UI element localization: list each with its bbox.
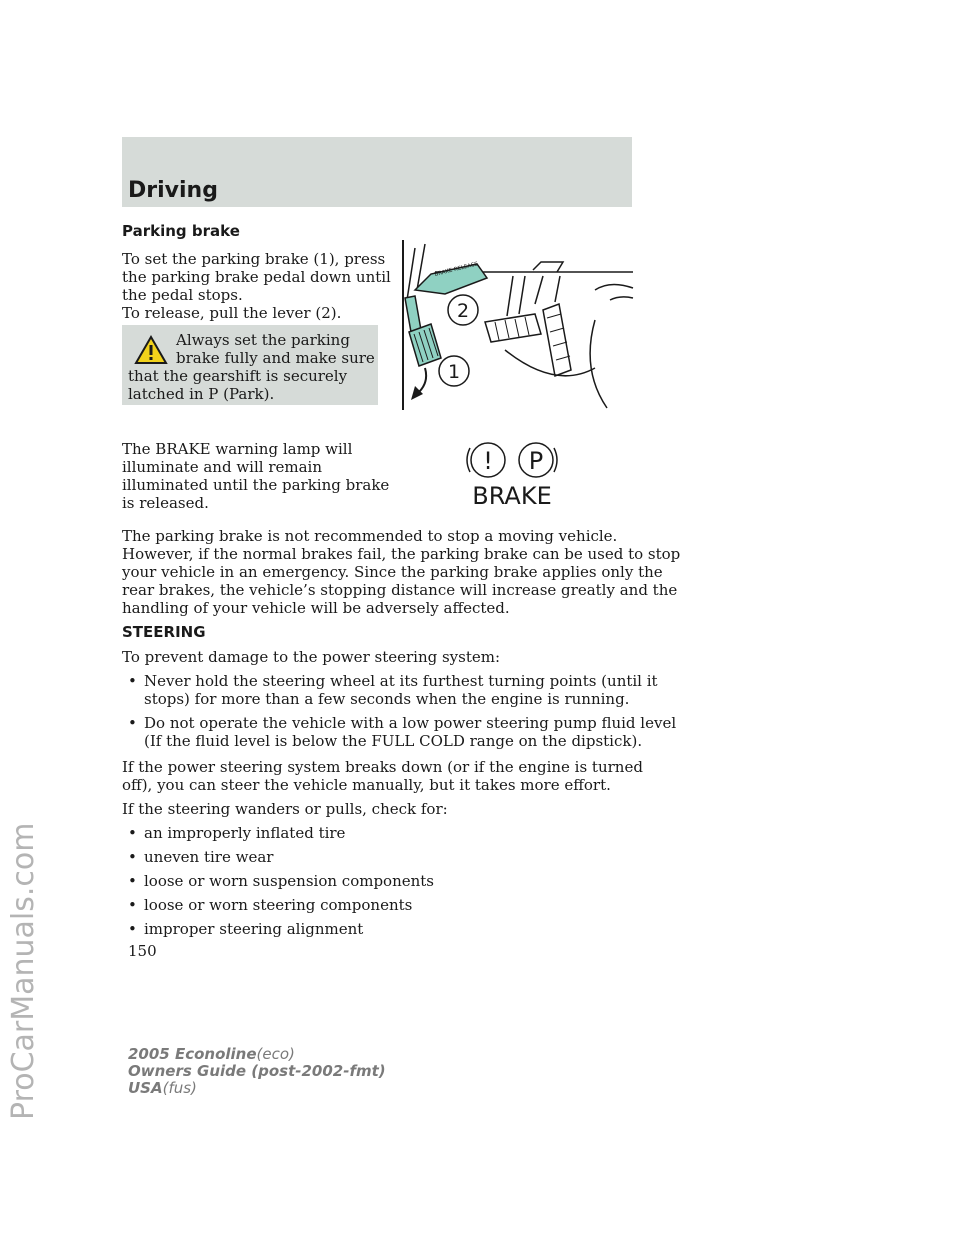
steering-bullet-1-line-2: stops) for more than a few seconds when the engine is running. (144, 690, 630, 708)
warning-line-1: Always set the parking (176, 331, 350, 349)
steering-bullet-2-line-1: Do not operate the vehicle with a low power steering pump fluid level (144, 714, 677, 732)
release-text: To release, pull the lever (2). (122, 304, 342, 322)
parking-brake-heading: Parking brake (122, 222, 240, 240)
watermark: ProCarManuals.com (6, 822, 41, 1120)
caution-line-2: However, if the normal brakes fail, the parking brake can be used to stop (122, 545, 681, 563)
footer-guide: Owners Guide (post-2002-fmt) (128, 1062, 386, 1080)
steering-heading: STEERING (122, 623, 206, 641)
caution-line-5: handling of your vehicle will be adversely affected. (122, 599, 510, 617)
warning-line-3: that the gearshift is securely (128, 367, 348, 385)
warning-box (122, 325, 378, 405)
intro-line-2: the parking brake pedal down until (122, 268, 391, 286)
lamp-line-1: The BRAKE warning lamp will (122, 440, 353, 458)
intro-line-3: the pedal stops. (122, 286, 243, 304)
callout-2: 2 (456, 300, 470, 322)
warning-text-top (176, 331, 376, 367)
warning-triangle-icon (134, 335, 168, 365)
lamp-symbol-p: P (528, 447, 544, 475)
intro-line-1: To set the parking brake (1), press (122, 250, 386, 268)
lamp-symbol-exclamation: ! (483, 447, 493, 475)
brake-warning-lamp-icon (462, 440, 562, 508)
lamp-label: BRAKE (472, 482, 552, 508)
steering-intro: To prevent damage to the power steering system: (122, 648, 501, 666)
warning-text-bottom (128, 367, 374, 403)
breakdown-line-1: If the power steering system breaks down (or if the engine is turned (122, 758, 643, 776)
warning-line-4: latched in P (Park). (128, 385, 275, 403)
lamp-line-3: illuminated until the parking brake (122, 476, 390, 494)
steering-bullet-2-line-2: (If the fluid level is below the FULL COLD range on the dipstick). (144, 732, 643, 750)
lamp-line-2: illuminate and will remain (122, 458, 322, 476)
callout-1: 1 (447, 361, 461, 383)
steering-bullet-1-line-1: Never hold the steering wheel at its furthest turning points (until it (144, 672, 658, 690)
release-label: BRAKE RELEASE (434, 261, 479, 278)
footer-region: USA(fus) (128, 1079, 197, 1097)
page-number: 150 (128, 942, 157, 960)
wander-intro: If the steering wanders or pulls, check for: (122, 800, 448, 818)
warning-line-2: brake fully and make sure (176, 349, 375, 367)
section-title: Driving (128, 178, 218, 203)
parking-brake-diagram (395, 240, 635, 412)
footer-model: 2005 Econoline(eco) (128, 1045, 295, 1063)
caution-line-4: rear brakes, the vehicle’s stopping distance will increase greatly and the (122, 581, 678, 599)
lamp-line-4: is released. (122, 494, 209, 512)
caution-line-1: The parking brake is not recommended to stop a moving vehicle. (122, 527, 618, 545)
caution-line-3: your vehicle in an emergency. Since the parking brake applies only the (122, 563, 663, 581)
breakdown-line-2: off), you can steer the vehicle manually, but it takes more effort. (122, 776, 611, 794)
